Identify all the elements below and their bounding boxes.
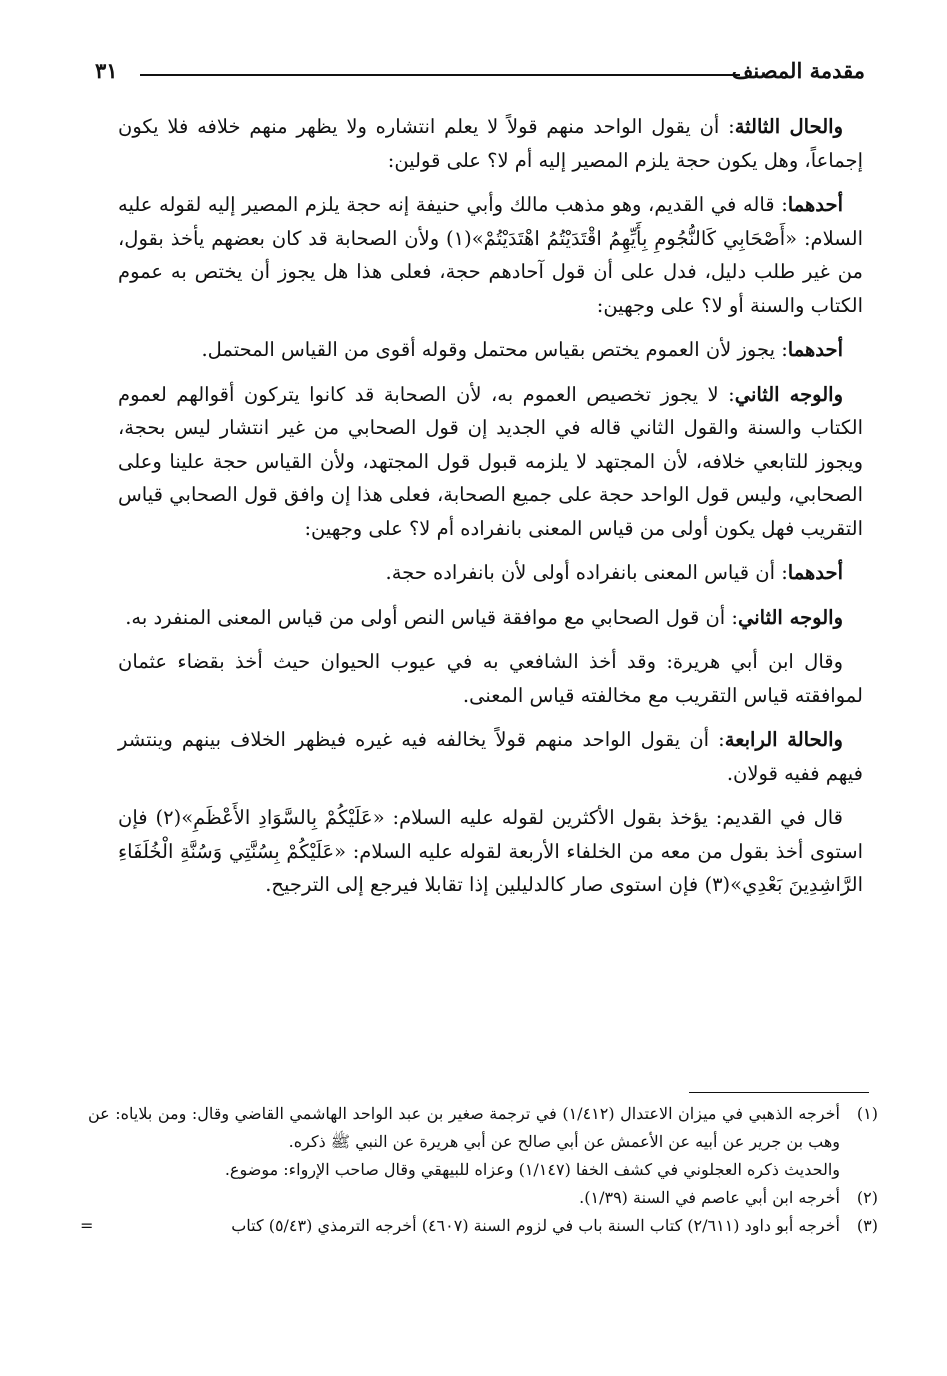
paragraph-lead: والحال الثالثة [734, 115, 843, 138]
paragraph-lead: والوجه الثاني [734, 382, 843, 406]
footnote-number: (٢) [856, 1188, 878, 1207]
paragraph-text: : أن يقول الواحد منهم قولاً يخالفه فيه غيره فيظهر الخلاف بينهم وينتشر فيهم ففيه قولان. [118, 728, 863, 785]
paragraph-text: : أن قول الصحابي مع موافقة قياس النص أولى من قياس المعنى المنفرد به. [125, 605, 738, 629]
paragraph-text: وقال ابن أبي هريرة: وقد أخذ الشافعي به في عيوب الحيوان حيث أخذ بقضاء عثمان لموافقته قياس التقريب مع مخالفته قياس المعنى. [118, 650, 863, 707]
continuation-mark: = [80, 1216, 94, 1235]
paragraph-lead: والحالة الرابعة [724, 728, 843, 751]
paragraph-text: : أن يقول الواحد منهم قولاً لا يعلم انتشاره ولا يظهر منهم خلافه فلا يكون إجماعاً، وهل يكون حجة يلزم المصير إليه أم لا؟ على قولين: [118, 115, 863, 172]
footnote-continuation [88, 1156, 878, 1184]
paragraph-text: : قاله في القديم، وهو مذهب مالك وأبي حنيفة إنه حجة يلزم المصير إليه لقوله عليه السلام: «أَصْحَابِي كَالنُّجُومِ بِأَيِّهِمُ اقْتَدَيْتُمُ اهْتَدَيْتُمْ»(١) ولأن الصحابة قد كان بعضهم يأخذ بقول، من غير طلب دليل، فدل على أن قول آحادهم حجة، فعلى هذا هل يجوز أن يختص به عموم الكتاب والسنة أو لا؟ على وجهين: [118, 193, 864, 317]
paragraph-lead: أحدهما [787, 193, 843, 216]
footnote-text: أخرجه أبو داود (٢/٦١١) كتاب السنة باب في لزوم السنة (٤٦٠٧) أخرجه الترمذي (٥/٤٣) كتاب [231, 1216, 840, 1235]
paragraph-text: : لا يجوز تخصيص العموم به، لأن الصحابة قد كانوا يتركون أقوالهم لعموم الكتاب والسنة والقول الثاني قاله في الجديد إن قول الصحابي من غير انتشار ليس بحجة، ويجوز للتابعي خلافه، لأن المجتهد لا يلزمه قبول قول المجتهد، ولأن القياس حجة علينا وعلى الصحابي، وليس قول الواحد حجة على جميع الصحابة، فعلى هذا إن وافق قول الصحابي قياس التقريب فهل يكون أولى من قياس المعنى بانفراده أم لا؟ على وجهين: [118, 382, 863, 540]
paragraph-lead: أحدهما [787, 561, 843, 584]
page-number: ٣١ [95, 58, 118, 83]
paragraph [118, 110, 863, 177]
paragraph [118, 723, 863, 790]
footnote-text: والحديث ذكره العجلوني في كشف الخفا (١/١٤٧) وعزاه للبيهقي وقال صاحب الإرواء: موضوع. [224, 1160, 840, 1179]
paragraph [118, 378, 863, 546]
paragraph-text: : أن قياس المعنى بانفراده أولى لأن بانفراده حجة. [385, 561, 788, 584]
paragraph-lead: والوجه الثاني [737, 605, 843, 629]
footnote [80, 1212, 878, 1240]
paragraph [118, 333, 863, 367]
chapter-title: مقدمة المصنف [731, 58, 865, 83]
paragraph [118, 188, 863, 322]
footnote-text: أخرجه ابن أبي عاصم في السنة (١/٣٩). [579, 1188, 840, 1207]
paragraph [118, 801, 863, 902]
running-header [95, 58, 865, 92]
paragraph [118, 556, 863, 590]
footnote [88, 1184, 878, 1212]
paragraph-text: : يجوز لأن العموم يختص بقياس محتمل وقوله أقوى من القياس المحتمل. [201, 338, 788, 361]
footnotes [80, 1100, 878, 1240]
footnote-number: (١) [856, 1104, 878, 1123]
main-text [118, 110, 863, 913]
header-rule [140, 74, 740, 76]
paragraph [118, 601, 863, 635]
paragraph [118, 645, 863, 712]
paragraph-lead: أحدهما [787, 338, 843, 361]
footnote [88, 1100, 878, 1156]
footnote-number: (٣) [856, 1216, 878, 1235]
paragraph-text: قال في القديم: يؤخذ بقول الأكثرين لقوله عليه السلام: «عَلَيْكُمْ بِالسَّوَادِ الأَعْظَمِ»(٢) فإن استوى أخذ بقول من معه من الخلفاء الأربعة لقوله عليه السلام: «عَلَيْكُمْ بِسُنَّتِي وَسُنَّةِ الْخُلَفَاءِ الرَّاشِدِينَ بَعْدِي»(٣) فإن استوى صار كالدليلين إذا تقابلا فيرجع إلى الترجيح. [118, 806, 863, 896]
footnote-separator [689, 1092, 869, 1093]
footnote-text: أخرجه الذهبي في ميزان الاعتدال (١/٤١٢) في ترجمة صغير بن عبد الواحد الهاشمي القاضي وقال: ومن بلاياه: عن وهب بن جرير عن أبيه عن الأعمش عن أبي صالح عن أبي هريرة عن النبي ﷺ ذكره. [88, 1104, 840, 1151]
